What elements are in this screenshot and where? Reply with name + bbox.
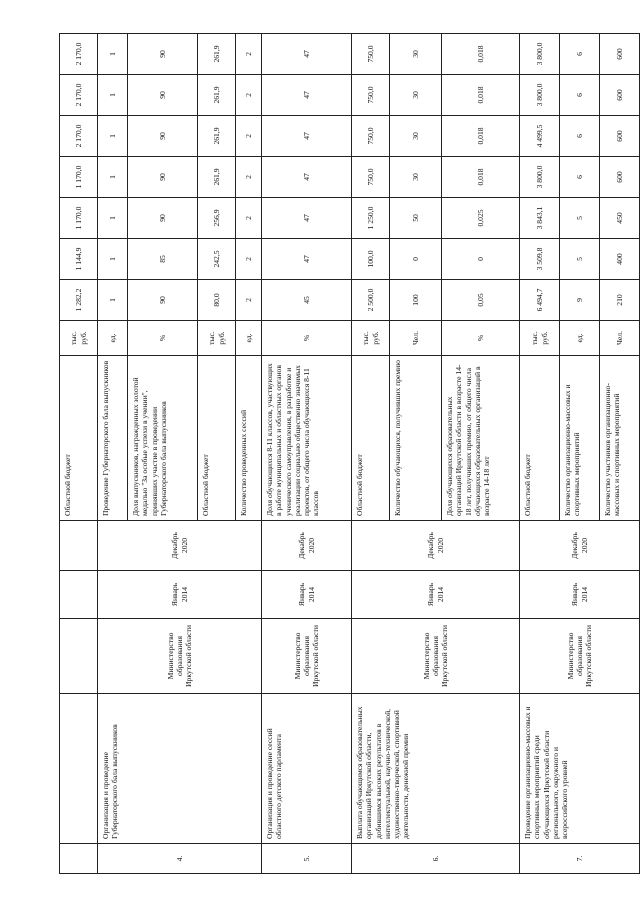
row-num-cell: 4. xyxy=(98,844,262,874)
value-cell: 30 xyxy=(390,34,442,75)
value-cell: 1 xyxy=(98,239,128,280)
value-cell: 0,018 xyxy=(442,34,520,75)
value-cell: 90 xyxy=(128,116,198,157)
value-cell: 242,5 xyxy=(198,239,236,280)
value-cell: 1 xyxy=(98,116,128,157)
value-cell: 0 xyxy=(390,239,442,280)
value-cell: 47 xyxy=(262,239,352,280)
value-cell: 90 xyxy=(128,157,198,198)
indicator-cell: Доля выпускников, награжденных золотой медалью "За особые успехи в учении", принявших участие в проведении Губернаторского бала выпускников xyxy=(128,356,198,521)
program-activities-table xyxy=(59,33,640,874)
value-cell: 2 170,0 xyxy=(60,34,98,75)
end-date-cell: Декабрь 2020 xyxy=(262,521,352,571)
value-cell: 210 xyxy=(600,280,640,321)
end-date-cell: Декабрь 2020 xyxy=(98,521,262,571)
unit-cell: Чел. xyxy=(600,321,640,356)
unit-cell: тыс. руб. xyxy=(520,321,560,356)
value-cell: 450 xyxy=(600,198,640,239)
value-cell: 47 xyxy=(262,198,352,239)
value-cell: 5 xyxy=(560,239,600,280)
activity-name-cell xyxy=(60,694,98,844)
value-cell: 256,9 xyxy=(198,198,236,239)
value-cell: 90 xyxy=(128,280,198,321)
value-cell: 400 xyxy=(600,239,640,280)
value-cell: 2 xyxy=(236,116,262,157)
table-row xyxy=(60,34,98,874)
value-cell: 6 xyxy=(560,34,600,75)
value-cell: 3 509,8 xyxy=(520,239,560,280)
unit-cell: % xyxy=(262,321,352,356)
value-cell: 0,025 xyxy=(442,198,520,239)
unit-cell: тыс. руб. xyxy=(60,321,98,356)
unit-cell: ед. xyxy=(560,321,600,356)
unit-cell: % xyxy=(442,321,520,356)
value-cell: 3 800,0 xyxy=(520,157,560,198)
value-cell: 750,0 xyxy=(352,34,390,75)
indicator-cell: Доля обучающихся 8-11 классов, участвующих в работе муниципальных и областных органов ученического самоуправления, в разработке и реализации социально общественно значимых проектов, от общего числа обучающихся 8-11 классов xyxy=(262,356,352,521)
value-cell: 600 xyxy=(600,34,640,75)
value-cell: 47 xyxy=(262,116,352,157)
value-cell: 1 170,0 xyxy=(60,157,98,198)
unit-cell: ед. xyxy=(236,321,262,356)
end-date-cell: Декабрь 2020 xyxy=(352,521,520,571)
value-cell: 1 170,0 xyxy=(60,198,98,239)
value-cell: 30 xyxy=(390,157,442,198)
value-cell: 4 499,5 xyxy=(520,116,560,157)
unit-cell: тыс. руб. xyxy=(198,321,236,356)
executor-cell: Министерство образования Иркутской области xyxy=(262,619,352,694)
start-date-cell xyxy=(60,571,98,619)
value-cell: 2 500,0 xyxy=(352,280,390,321)
indicator-cell: Областной бюджет xyxy=(520,356,560,521)
start-date-cell: Январь 2014 xyxy=(262,571,352,619)
activity-name-cell: Проведение организационно-массовых и спортивных мероприятий среди обучающихся Иркутской области регионального, окружного и всероссийского уровней xyxy=(520,694,640,844)
value-cell: 5 xyxy=(560,198,600,239)
value-cell: 45 xyxy=(262,280,352,321)
value-cell: 750,0 xyxy=(352,157,390,198)
indicator-cell: Областной бюджет xyxy=(60,356,98,521)
unit-cell: Чел. xyxy=(390,321,442,356)
value-cell: 600 xyxy=(600,157,640,198)
value-cell: 2 xyxy=(236,34,262,75)
value-cell: 1 xyxy=(98,75,128,116)
table-row xyxy=(352,34,390,874)
value-cell: 47 xyxy=(262,34,352,75)
activity-name-cell: Организация и проведение Губернаторского бала выпускников xyxy=(98,694,262,844)
value-cell: 0,018 xyxy=(442,157,520,198)
value-cell: 47 xyxy=(262,157,352,198)
executor-cell: Министерство образования Иркутской области xyxy=(520,619,640,694)
value-cell: 1 xyxy=(98,198,128,239)
value-cell: 9 xyxy=(560,280,600,321)
value-cell: 261,9 xyxy=(198,116,236,157)
value-cell: 6 xyxy=(560,75,600,116)
value-cell: 100,0 xyxy=(352,239,390,280)
value-cell: 1 250,0 xyxy=(352,198,390,239)
value-cell: 6 xyxy=(560,116,600,157)
activity-name-cell: Выплата обучающимся образовательных организаций Иркутской области, добившимся высоких результатов в интеллектуальной, научно-технической, художественно-творческой, спортивной деятельности, денежной премии xyxy=(352,694,520,844)
table-body xyxy=(60,34,640,874)
value-cell: 90 xyxy=(128,198,198,239)
value-cell: 30 xyxy=(390,75,442,116)
executor-cell xyxy=(60,619,98,694)
value-cell: 50 xyxy=(390,198,442,239)
table-row xyxy=(520,34,560,874)
start-date-cell: Январь 2014 xyxy=(352,571,520,619)
value-cell: 2 170,0 xyxy=(60,75,98,116)
indicator-cell: Областной бюджет xyxy=(198,356,236,521)
indicator-cell: Проведение Губернаторского бала выпускников xyxy=(98,356,128,521)
value-cell: 2 xyxy=(236,280,262,321)
value-cell: 2 xyxy=(236,239,262,280)
value-cell: 261,9 xyxy=(198,34,236,75)
row-num-cell: 5. xyxy=(262,844,352,874)
executor-cell: Министерство образования Иркутской области xyxy=(352,619,520,694)
value-cell: 80,0 xyxy=(198,280,236,321)
value-cell: 85 xyxy=(128,239,198,280)
value-cell: 47 xyxy=(262,75,352,116)
executor-cell: Министерство образования Иркутской области xyxy=(98,619,262,694)
value-cell: 6 xyxy=(560,157,600,198)
value-cell: 750,0 xyxy=(352,75,390,116)
value-cell: 600 xyxy=(600,75,640,116)
value-cell: 0,018 xyxy=(442,75,520,116)
indicator-cell: Доля обучающихся образовательных организаций Иркутской области в возрасте 14-18 лет, получивших премию, от общего числа обучающихся образовательных организаций в возрасте 14-18 лет xyxy=(442,356,520,521)
row-num-cell xyxy=(60,844,98,874)
end-date-cell: Декабрь 2020 xyxy=(520,521,640,571)
indicator-cell: Количество обучающихся, получивших премию xyxy=(390,356,442,521)
value-cell: 1 xyxy=(98,157,128,198)
value-cell: 90 xyxy=(128,75,198,116)
indicator-cell: Областной бюджет xyxy=(352,356,390,521)
value-cell: 3 800,0 xyxy=(520,34,560,75)
value-cell: 1 282,2 xyxy=(60,280,98,321)
start-date-cell: Январь 2014 xyxy=(520,571,640,619)
value-cell: 1 144,9 xyxy=(60,239,98,280)
activity-name-cell: Организация и проведение сессий областного детского парламента xyxy=(262,694,352,844)
value-cell: 0,05 xyxy=(442,280,520,321)
value-cell: 30 xyxy=(390,116,442,157)
value-cell: 2 xyxy=(236,157,262,198)
table-row xyxy=(262,34,352,874)
value-cell: 0,018 xyxy=(442,116,520,157)
indicator-cell: Количество проведенных сессий xyxy=(236,356,262,521)
value-cell: 90 xyxy=(128,34,198,75)
value-cell: 750,0 xyxy=(352,116,390,157)
end-date-cell xyxy=(60,521,98,571)
rotated-table-wrapper xyxy=(59,34,637,874)
indicator-cell: Количество участников организационно-массовых и спортивных мероприятий xyxy=(600,356,640,521)
value-cell: 1 xyxy=(98,34,128,75)
indicator-cell: Количество организационно-массовых и спортивных мероприятий xyxy=(560,356,600,521)
value-cell: 3 843,1 xyxy=(520,198,560,239)
unit-cell: тыс. руб. xyxy=(352,321,390,356)
value-cell: 261,9 xyxy=(198,75,236,116)
value-cell: 2 xyxy=(236,198,262,239)
unit-cell: ед. xyxy=(98,321,128,356)
value-cell: 100 xyxy=(390,280,442,321)
row-num-cell: 6. xyxy=(352,844,520,874)
value-cell: 600 xyxy=(600,116,640,157)
unit-cell: % xyxy=(128,321,198,356)
value-cell: 2 xyxy=(236,75,262,116)
value-cell: 6 494,7 xyxy=(520,280,560,321)
start-date-cell: Январь 2014 xyxy=(98,571,262,619)
value-cell: 261,9 xyxy=(198,157,236,198)
row-num-cell: 7. xyxy=(520,844,640,874)
value-cell: 0 xyxy=(442,239,520,280)
value-cell: 3 800,0 xyxy=(520,75,560,116)
value-cell: 2 170,0 xyxy=(60,116,98,157)
table-row xyxy=(98,34,128,874)
value-cell: 1 xyxy=(98,280,128,321)
